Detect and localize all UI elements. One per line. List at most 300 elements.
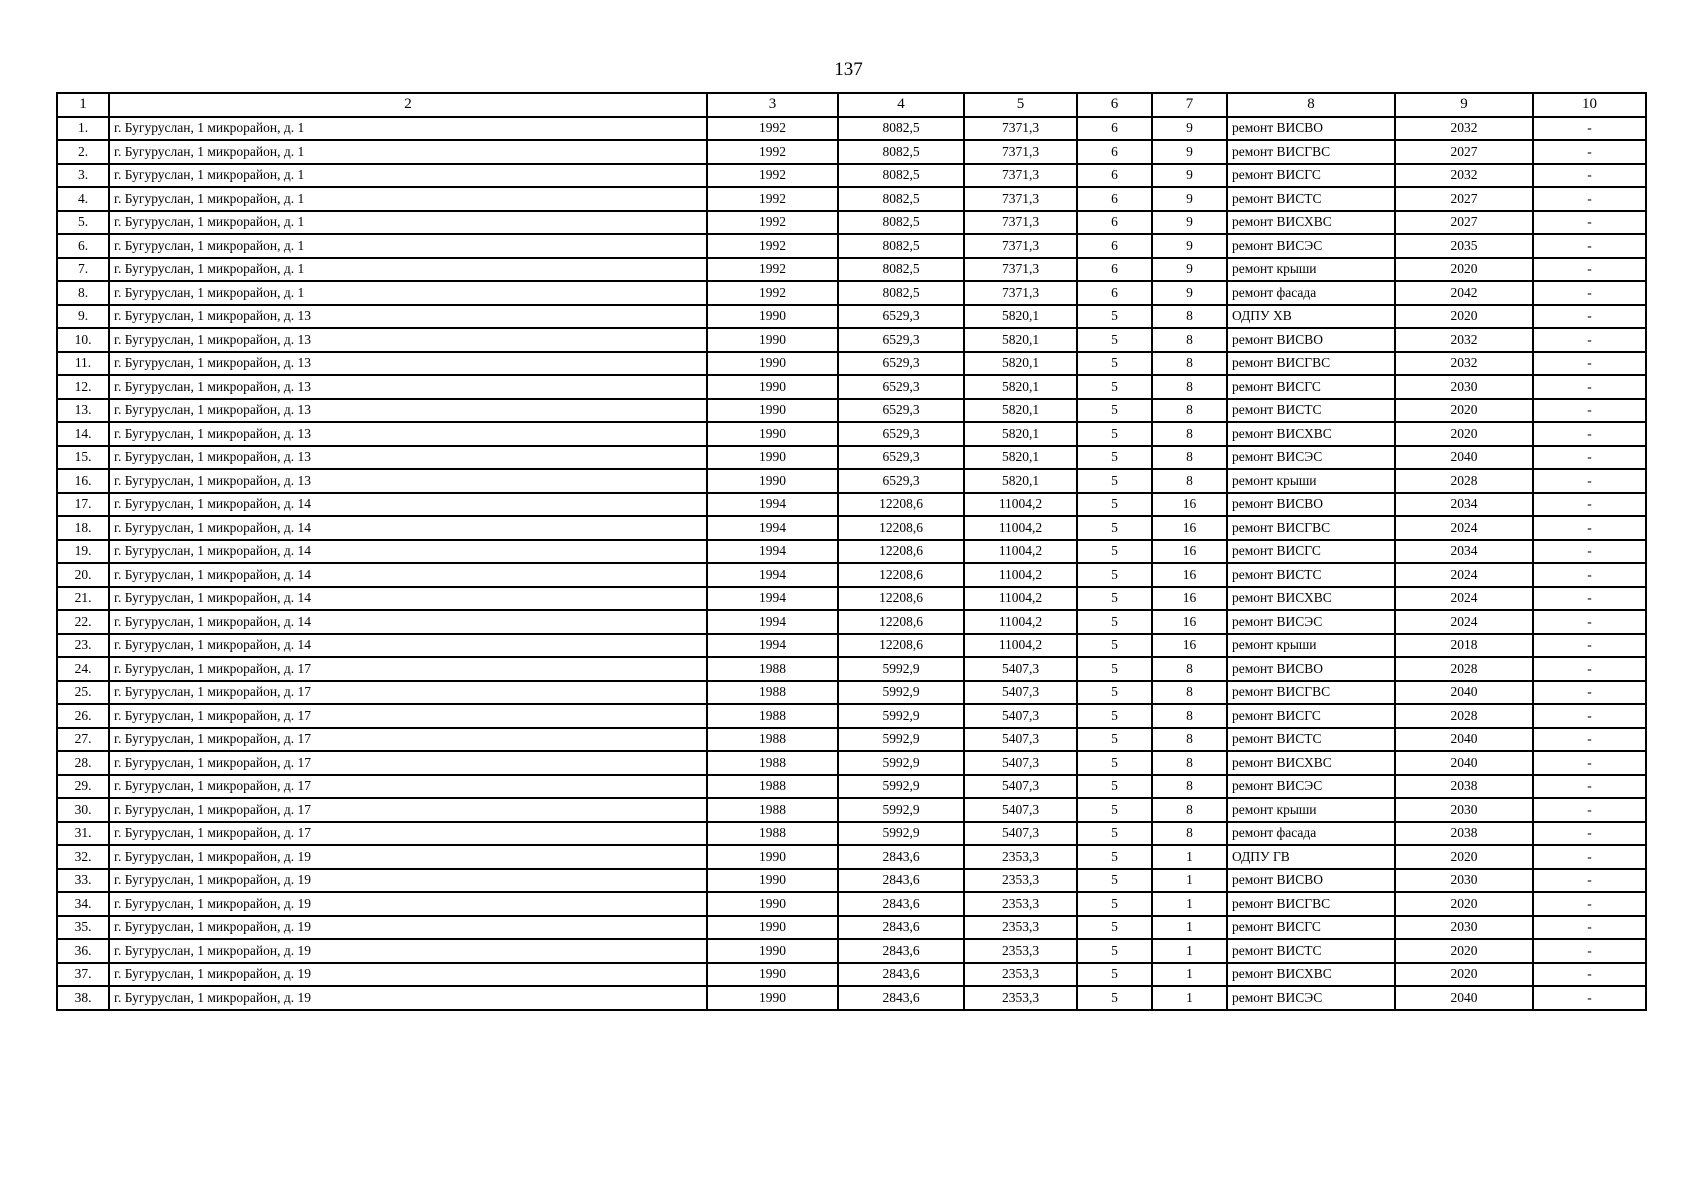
table-row	[57, 117, 1646, 141]
work-type-cell: ремонт ВИСТС	[1227, 563, 1395, 587]
planned-year-cell: 2027	[1395, 187, 1533, 211]
note-cell: -	[1533, 211, 1646, 235]
total-area-cell: 2843,6	[838, 845, 964, 869]
address-cell: г. Бугуруслан, 1 микрорайон, д. 13	[109, 422, 707, 446]
year-cell: 1988	[707, 751, 838, 775]
year-cell: 1990	[707, 963, 838, 987]
address-cell: г. Бугуруслан, 1 микрорайон, д. 13	[109, 399, 707, 423]
living-area-cell: 5820,1	[964, 422, 1077, 446]
year-cell: 1992	[707, 187, 838, 211]
column-header: 10	[1533, 93, 1646, 117]
planned-year-cell: 2030	[1395, 798, 1533, 822]
row-number-cell: 13.	[57, 399, 109, 423]
planned-year-cell: 2027	[1395, 140, 1533, 164]
work-type-cell: ремонт ВИСТС	[1227, 728, 1395, 752]
year-cell: 1990	[707, 869, 838, 893]
column-header: 4	[838, 93, 964, 117]
floors-cell: 5	[1077, 328, 1152, 352]
work-type-cell: ремонт ВИСВО	[1227, 117, 1395, 141]
planned-year-cell: 2030	[1395, 375, 1533, 399]
planned-year-cell: 2024	[1395, 587, 1533, 611]
table-row	[57, 446, 1646, 470]
note-cell: -	[1533, 587, 1646, 611]
work-type-cell: ремонт крыши	[1227, 469, 1395, 493]
address-cell: г. Бугуруслан, 1 микрорайон, д. 17	[109, 704, 707, 728]
note-cell: -	[1533, 728, 1646, 752]
total-area-cell: 6529,3	[838, 399, 964, 423]
address-cell: г. Бугуруслан, 1 микрорайон, д. 14	[109, 540, 707, 564]
floors-cell: 5	[1077, 634, 1152, 658]
total-area-cell: 2843,6	[838, 963, 964, 987]
entrances-cell: 16	[1152, 563, 1227, 587]
total-area-cell: 5992,9	[838, 775, 964, 799]
entrances-cell: 8	[1152, 352, 1227, 376]
note-cell: -	[1533, 328, 1646, 352]
work-type-cell: ремонт ВИСГВС	[1227, 516, 1395, 540]
floors-cell: 5	[1077, 587, 1152, 611]
living-area-cell: 5820,1	[964, 305, 1077, 329]
floors-cell: 5	[1077, 305, 1152, 329]
table-row	[57, 728, 1646, 752]
year-cell: 1990	[707, 892, 838, 916]
table-row	[57, 211, 1646, 235]
table-row	[57, 704, 1646, 728]
work-type-cell: ремонт крыши	[1227, 634, 1395, 658]
total-area-cell: 2843,6	[838, 916, 964, 940]
floors-cell: 6	[1077, 187, 1152, 211]
table-row	[57, 610, 1646, 634]
total-area-cell: 8082,5	[838, 258, 964, 282]
table-row	[57, 939, 1646, 963]
total-area-cell: 8082,5	[838, 140, 964, 164]
entrances-cell: 9	[1152, 164, 1227, 188]
address-cell: г. Бугуруслан, 1 микрорайон, д. 1	[109, 187, 707, 211]
living-area-cell: 5820,1	[964, 469, 1077, 493]
entrances-cell: 16	[1152, 493, 1227, 517]
living-area-cell: 5820,1	[964, 446, 1077, 470]
total-area-cell: 8082,5	[838, 117, 964, 141]
floors-cell: 5	[1077, 798, 1152, 822]
planned-year-cell: 2034	[1395, 493, 1533, 517]
table-row	[57, 540, 1646, 564]
note-cell: -	[1533, 798, 1646, 822]
note-cell: -	[1533, 469, 1646, 493]
living-area-cell: 5407,3	[964, 798, 1077, 822]
row-number-cell: 6.	[57, 234, 109, 258]
row-number-cell: 28.	[57, 751, 109, 775]
total-area-cell: 12208,6	[838, 587, 964, 611]
entrances-cell: 1	[1152, 963, 1227, 987]
planned-year-cell: 2032	[1395, 328, 1533, 352]
table-row	[57, 986, 1646, 1010]
address-cell: г. Бугуруслан, 1 микрорайон, д. 14	[109, 516, 707, 540]
floors-cell: 5	[1077, 375, 1152, 399]
address-cell: г. Бугуруслан, 1 микрорайон, д. 13	[109, 469, 707, 493]
year-cell: 1988	[707, 704, 838, 728]
work-type-cell: ремонт крыши	[1227, 798, 1395, 822]
row-number-cell: 11.	[57, 352, 109, 376]
note-cell: -	[1533, 493, 1646, 517]
planned-year-cell: 2028	[1395, 704, 1533, 728]
planned-year-cell: 2032	[1395, 352, 1533, 376]
entrances-cell: 16	[1152, 540, 1227, 564]
row-number-cell: 16.	[57, 469, 109, 493]
address-cell: г. Бугуруслан, 1 микрорайон, д. 1	[109, 281, 707, 305]
planned-year-cell: 2030	[1395, 869, 1533, 893]
floors-cell: 5	[1077, 563, 1152, 587]
total-area-cell: 12208,6	[838, 493, 964, 517]
work-type-cell: ремонт ВИСЭС	[1227, 986, 1395, 1010]
entrances-cell: 8	[1152, 446, 1227, 470]
year-cell: 1994	[707, 516, 838, 540]
note-cell: -	[1533, 540, 1646, 564]
year-cell: 1990	[707, 845, 838, 869]
entrances-cell: 1	[1152, 939, 1227, 963]
note-cell: -	[1533, 234, 1646, 258]
living-area-cell: 5407,3	[964, 728, 1077, 752]
floors-cell: 5	[1077, 352, 1152, 376]
entrances-cell: 8	[1152, 422, 1227, 446]
floors-cell: 5	[1077, 469, 1152, 493]
note-cell: -	[1533, 822, 1646, 846]
note-cell: -	[1533, 892, 1646, 916]
living-area-cell: 7371,3	[964, 281, 1077, 305]
table-row	[57, 751, 1646, 775]
living-area-cell: 11004,2	[964, 587, 1077, 611]
planned-year-cell: 2040	[1395, 986, 1533, 1010]
note-cell: -	[1533, 164, 1646, 188]
entrances-cell: 9	[1152, 117, 1227, 141]
work-type-cell: ремонт ВИСХВС	[1227, 422, 1395, 446]
year-cell: 1992	[707, 164, 838, 188]
table-row	[57, 234, 1646, 258]
row-number-cell: 9.	[57, 305, 109, 329]
year-cell: 1994	[707, 634, 838, 658]
floors-cell: 6	[1077, 117, 1152, 141]
living-area-cell: 2353,3	[964, 916, 1077, 940]
planned-year-cell: 2030	[1395, 916, 1533, 940]
total-area-cell: 5992,9	[838, 657, 964, 681]
year-cell: 1990	[707, 916, 838, 940]
address-cell: г. Бугуруслан, 1 микрорайон, д. 17	[109, 728, 707, 752]
table-row	[57, 281, 1646, 305]
total-area-cell: 12208,6	[838, 516, 964, 540]
note-cell: -	[1533, 117, 1646, 141]
living-area-cell: 7371,3	[964, 117, 1077, 141]
row-number-cell: 14.	[57, 422, 109, 446]
work-type-cell: ремонт ВИСТС	[1227, 939, 1395, 963]
entrances-cell: 8	[1152, 328, 1227, 352]
planned-year-cell: 2032	[1395, 164, 1533, 188]
year-cell: 1992	[707, 281, 838, 305]
floors-cell: 5	[1077, 422, 1152, 446]
living-area-cell: 7371,3	[964, 187, 1077, 211]
floors-cell: 5	[1077, 845, 1152, 869]
note-cell: -	[1533, 751, 1646, 775]
note-cell: -	[1533, 516, 1646, 540]
table-row	[57, 563, 1646, 587]
note-cell: -	[1533, 869, 1646, 893]
work-type-cell: ремонт ВИСТС	[1227, 187, 1395, 211]
year-cell: 1994	[707, 610, 838, 634]
living-area-cell: 2353,3	[964, 892, 1077, 916]
table-row	[57, 305, 1646, 329]
year-cell: 1988	[707, 681, 838, 705]
table-row	[57, 187, 1646, 211]
work-type-cell: ремонт ВИСГС	[1227, 704, 1395, 728]
work-type-cell: ремонт ВИСВО	[1227, 328, 1395, 352]
address-cell: г. Бугуруслан, 1 микрорайон, д. 1	[109, 117, 707, 141]
living-area-cell: 2353,3	[964, 963, 1077, 987]
table-row	[57, 493, 1646, 517]
row-number-cell: 4.	[57, 187, 109, 211]
total-area-cell: 12208,6	[838, 610, 964, 634]
planned-year-cell: 2038	[1395, 822, 1533, 846]
table-row	[57, 516, 1646, 540]
note-cell: -	[1533, 563, 1646, 587]
floors-cell: 5	[1077, 657, 1152, 681]
planned-year-cell: 2020	[1395, 422, 1533, 446]
living-area-cell: 2353,3	[964, 845, 1077, 869]
living-area-cell: 11004,2	[964, 493, 1077, 517]
column-header: 8	[1227, 93, 1395, 117]
row-number-cell: 3.	[57, 164, 109, 188]
total-area-cell: 5992,9	[838, 798, 964, 822]
note-cell: -	[1533, 140, 1646, 164]
entrances-cell: 8	[1152, 728, 1227, 752]
entrances-cell: 8	[1152, 822, 1227, 846]
living-area-cell: 11004,2	[964, 634, 1077, 658]
row-number-cell: 7.	[57, 258, 109, 282]
living-area-cell: 2353,3	[964, 869, 1077, 893]
address-cell: г. Бугуруслан, 1 микрорайон, д. 13	[109, 352, 707, 376]
row-number-cell: 37.	[57, 963, 109, 987]
row-number-cell: 17.	[57, 493, 109, 517]
planned-year-cell: 2020	[1395, 399, 1533, 423]
year-cell: 1990	[707, 939, 838, 963]
table-row	[57, 422, 1646, 446]
note-cell: -	[1533, 939, 1646, 963]
note-cell: -	[1533, 845, 1646, 869]
row-number-cell: 10.	[57, 328, 109, 352]
floors-cell: 5	[1077, 963, 1152, 987]
work-type-cell: ремонт ВИСТС	[1227, 399, 1395, 423]
living-area-cell: 5407,3	[964, 822, 1077, 846]
table-row	[57, 164, 1646, 188]
total-area-cell: 5992,9	[838, 822, 964, 846]
entrances-cell: 1	[1152, 869, 1227, 893]
entrances-cell: 8	[1152, 305, 1227, 329]
row-number-cell: 27.	[57, 728, 109, 752]
floors-cell: 5	[1077, 540, 1152, 564]
work-type-cell: ремонт ВИСЭС	[1227, 610, 1395, 634]
address-cell: г. Бугуруслан, 1 микрорайон, д. 1	[109, 258, 707, 282]
entrances-cell: 1	[1152, 845, 1227, 869]
work-type-cell: ремонт фасада	[1227, 822, 1395, 846]
living-area-cell: 7371,3	[964, 234, 1077, 258]
note-cell: -	[1533, 704, 1646, 728]
entrances-cell: 8	[1152, 751, 1227, 775]
entrances-cell: 9	[1152, 140, 1227, 164]
year-cell: 1988	[707, 728, 838, 752]
table-row	[57, 399, 1646, 423]
work-type-cell: ремонт ВИСВО	[1227, 493, 1395, 517]
living-area-cell: 11004,2	[964, 563, 1077, 587]
note-cell: -	[1533, 422, 1646, 446]
floors-cell: 6	[1077, 211, 1152, 235]
work-type-cell: ремонт ВИСГС	[1227, 540, 1395, 564]
row-number-cell: 1.	[57, 117, 109, 141]
row-number-cell: 26.	[57, 704, 109, 728]
total-area-cell: 8082,5	[838, 164, 964, 188]
row-number-cell: 20.	[57, 563, 109, 587]
living-area-cell: 5407,3	[964, 657, 1077, 681]
planned-year-cell: 2028	[1395, 657, 1533, 681]
row-number-cell: 31.	[57, 822, 109, 846]
total-area-cell: 5992,9	[838, 681, 964, 705]
address-cell: г. Бугуруслан, 1 микрорайон, д. 1	[109, 234, 707, 258]
address-cell: г. Бугуруслан, 1 микрорайон, д. 19	[109, 916, 707, 940]
address-cell: г. Бугуруслан, 1 микрорайон, д. 19	[109, 939, 707, 963]
floors-cell: 5	[1077, 822, 1152, 846]
total-area-cell: 5992,9	[838, 751, 964, 775]
page-number: 137	[834, 59, 863, 80]
floors-cell: 5	[1077, 681, 1152, 705]
year-cell: 1990	[707, 375, 838, 399]
table-row	[57, 140, 1646, 164]
row-number-cell: 24.	[57, 657, 109, 681]
table-row	[57, 963, 1646, 987]
note-cell: -	[1533, 916, 1646, 940]
address-cell: г. Бугуруслан, 1 микрорайон, д. 19	[109, 845, 707, 869]
year-cell: 1990	[707, 328, 838, 352]
floors-cell: 6	[1077, 258, 1152, 282]
living-area-cell: 5407,3	[964, 704, 1077, 728]
planned-year-cell: 2020	[1395, 939, 1533, 963]
work-type-cell: ремонт ВИСХВС	[1227, 587, 1395, 611]
total-area-cell: 2843,6	[838, 892, 964, 916]
year-cell: 1990	[707, 352, 838, 376]
entrances-cell: 8	[1152, 375, 1227, 399]
row-number-cell: 12.	[57, 375, 109, 399]
total-area-cell: 8082,5	[838, 281, 964, 305]
planned-year-cell: 2020	[1395, 963, 1533, 987]
total-area-cell: 12208,6	[838, 563, 964, 587]
row-number-cell: 18.	[57, 516, 109, 540]
table-row	[57, 634, 1646, 658]
year-cell: 1992	[707, 140, 838, 164]
address-cell: г. Бугуруслан, 1 микрорайон, д. 1	[109, 140, 707, 164]
floors-cell: 6	[1077, 140, 1152, 164]
planned-year-cell: 2040	[1395, 446, 1533, 470]
row-number-cell: 22.	[57, 610, 109, 634]
address-cell: г. Бугуруслан, 1 микрорайон, д. 14	[109, 587, 707, 611]
address-cell: г. Бугуруслан, 1 микрорайон, д. 14	[109, 634, 707, 658]
living-area-cell: 11004,2	[964, 610, 1077, 634]
living-area-cell: 5820,1	[964, 328, 1077, 352]
row-number-cell: 29.	[57, 775, 109, 799]
note-cell: -	[1533, 657, 1646, 681]
planned-year-cell: 2042	[1395, 281, 1533, 305]
address-cell: г. Бугуруслан, 1 микрорайон, д. 13	[109, 305, 707, 329]
address-cell: г. Бугуруслан, 1 микрорайон, д. 19	[109, 892, 707, 916]
row-number-cell: 15.	[57, 446, 109, 470]
table-row	[57, 352, 1646, 376]
table-row	[57, 469, 1646, 493]
floors-cell: 5	[1077, 704, 1152, 728]
year-cell: 1992	[707, 234, 838, 258]
table-row	[57, 869, 1646, 893]
floors-cell: 5	[1077, 869, 1152, 893]
address-cell: г. Бугуруслан, 1 микрорайон, д. 1	[109, 164, 707, 188]
address-cell: г. Бугуруслан, 1 микрорайон, д. 17	[109, 822, 707, 846]
work-type-cell: ремонт ВИСГВС	[1227, 140, 1395, 164]
entrances-cell: 1	[1152, 986, 1227, 1010]
header-row	[57, 93, 1646, 117]
living-area-cell: 7371,3	[964, 164, 1077, 188]
row-number-cell: 23.	[57, 634, 109, 658]
year-cell: 1990	[707, 986, 838, 1010]
planned-year-cell: 2024	[1395, 516, 1533, 540]
address-cell: г. Бугуруслан, 1 микрорайон, д. 17	[109, 681, 707, 705]
floors-cell: 5	[1077, 493, 1152, 517]
total-area-cell: 5992,9	[838, 704, 964, 728]
note-cell: -	[1533, 281, 1646, 305]
total-area-cell: 6529,3	[838, 422, 964, 446]
floors-cell: 6	[1077, 164, 1152, 188]
address-cell: г. Бугуруслан, 1 микрорайон, д. 17	[109, 657, 707, 681]
total-area-cell: 6529,3	[838, 446, 964, 470]
entrances-cell: 9	[1152, 234, 1227, 258]
planned-year-cell: 2020	[1395, 892, 1533, 916]
total-area-cell: 8082,5	[838, 187, 964, 211]
row-number-cell: 33.	[57, 869, 109, 893]
living-area-cell: 2353,3	[964, 986, 1077, 1010]
entrances-cell: 9	[1152, 258, 1227, 282]
planned-year-cell: 2018	[1395, 634, 1533, 658]
entrances-cell: 1	[1152, 916, 1227, 940]
note-cell: -	[1533, 681, 1646, 705]
work-type-cell: ремонт крыши	[1227, 258, 1395, 282]
note-cell: -	[1533, 187, 1646, 211]
address-cell: г. Бугуруслан, 1 микрорайон, д. 14	[109, 563, 707, 587]
work-type-cell: ремонт ВИСЭС	[1227, 446, 1395, 470]
work-type-cell: ремонт ВИСЭС	[1227, 775, 1395, 799]
address-cell: г. Бугуруслан, 1 микрорайон, д. 13	[109, 375, 707, 399]
work-type-cell: ремонт ВИСГС	[1227, 164, 1395, 188]
note-cell: -	[1533, 986, 1646, 1010]
living-area-cell: 5820,1	[964, 352, 1077, 376]
address-cell: г. Бугуруслан, 1 микрорайон, д. 19	[109, 869, 707, 893]
entrances-cell: 9	[1152, 281, 1227, 305]
table-row	[57, 798, 1646, 822]
row-number-cell: 21.	[57, 587, 109, 611]
work-type-cell: ремонт ВИСВО	[1227, 657, 1395, 681]
floors-cell: 5	[1077, 516, 1152, 540]
table-row	[57, 375, 1646, 399]
year-cell: 1994	[707, 493, 838, 517]
total-area-cell: 8082,5	[838, 211, 964, 235]
planned-year-cell: 2035	[1395, 234, 1533, 258]
table-row	[57, 587, 1646, 611]
year-cell: 1992	[707, 211, 838, 235]
entrances-cell: 1	[1152, 892, 1227, 916]
living-area-cell: 5407,3	[964, 751, 1077, 775]
column-header: 5	[964, 93, 1077, 117]
entrances-cell: 16	[1152, 610, 1227, 634]
row-number-cell: 34.	[57, 892, 109, 916]
work-type-cell: ремонт фасада	[1227, 281, 1395, 305]
